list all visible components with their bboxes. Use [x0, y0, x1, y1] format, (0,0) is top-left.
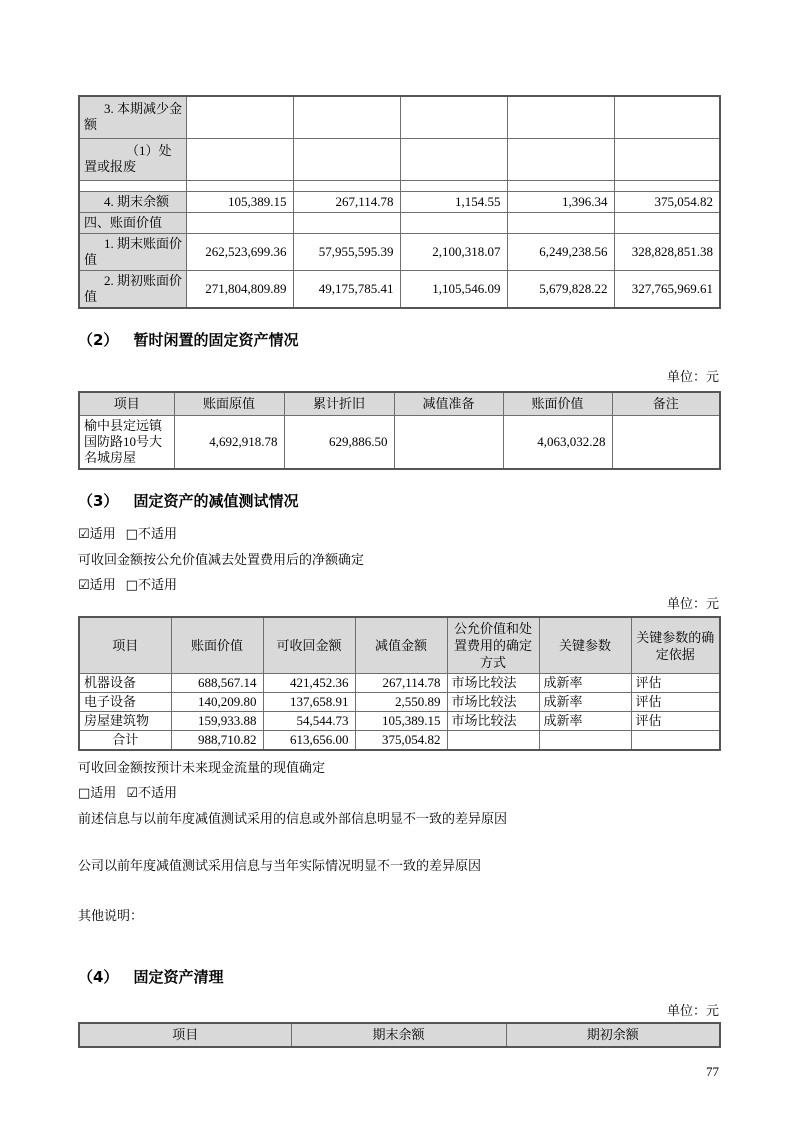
table-row: 4. 期末余额 105,389.15 267,114.78 1,154.55 1,396.34 375,054.82 [79, 191, 720, 212]
table-header-row [79, 617, 720, 674]
checkbox-unchecked-icon: □ [125, 578, 138, 593]
applicability-line: ☑适用 □不适用 [78, 526, 177, 542]
column-header: 账面价值 [503, 392, 612, 416]
row-label: 1. 期末账面价值 [79, 233, 186, 270]
applicability-line: □适用 ☑不适用 [78, 785, 177, 801]
checkbox-unchecked-icon: □ [78, 786, 91, 801]
column-header: 减值金额 [355, 617, 447, 674]
column-header: 项目 [79, 617, 171, 674]
table-header-row [79, 1023, 720, 1047]
unit-label: 单位：元 [666, 1003, 719, 1018]
checkbox-unchecked-icon: □ [125, 527, 138, 542]
section-title: 固定资产的减值测试情况 [133, 492, 299, 510]
row-label: 合计 [79, 731, 171, 751]
table-row: 1. 期末账面价值 262,523,699.36 57,955,595.39 2,100,318.07 6,249,238.56 328,828,851.38 [79, 233, 720, 270]
section-heading-disposal [78, 968, 719, 986]
table-row [79, 138, 720, 180]
section-number: （4） [78, 968, 119, 986]
row-label: 电子设备 [79, 693, 171, 712]
page-number: 77 [706, 1064, 719, 1079]
table-row [79, 212, 720, 233]
method-fair-value-text: 可收回金额按公允价值减去处置费用后的净额确定 [78, 552, 365, 567]
diff-reason-actual-text: 公司以前年度减值测试采用信息与当年实际情况明显不一致的差异原因 [78, 858, 482, 873]
section-title: 固定资产清理 [133, 968, 224, 986]
table-row: 房屋建筑物 159,933.88 54,544.73 105,389.15 市场比较法 成新率 评估 [79, 712, 720, 731]
row-label: 3. 本期减少金额 [79, 96, 186, 138]
checkbox-checked-icon: ☑ [78, 578, 90, 593]
checkbox-checked-icon: ☑ [78, 527, 90, 542]
table-row [79, 96, 720, 138]
column-header: 累计折旧 [284, 392, 394, 416]
row-label: 机器设备 [79, 674, 171, 693]
table-row: 机器设备 688,567.14 421,452.36 267,114.78 市场比较法 成新率 评估 [79, 674, 720, 693]
method-cash-flow-text: 可收回金额按预计未来现金流量的现值确定 [78, 760, 326, 775]
row-label: 4. 期末余额 [79, 191, 186, 212]
impairment-test-table [78, 616, 721, 751]
unit-label: 单位：元 [666, 368, 719, 384]
column-header: 关键参数 [539, 617, 631, 674]
section-heading-idle-assets [78, 331, 719, 349]
applicability-line: ☑适用 □不适用 [78, 577, 177, 593]
table-header-row [79, 392, 720, 416]
row-label: 榆中县定远镇国防路10号大名城房屋 [79, 416, 174, 470]
other-note-label: 其他说明： [78, 908, 144, 923]
row-label: 2. 期初账面价值 [79, 270, 186, 308]
page-content [78, 0, 719, 1080]
section-heading-impairment-test [78, 492, 719, 510]
column-header: 账面原值 [174, 392, 284, 416]
column-header: 减值准备 [394, 392, 503, 416]
table-row [79, 180, 720, 191]
column-header: 公允价值和处置费用的确定方式 [447, 617, 539, 674]
disposal-table [78, 1022, 721, 1048]
column-header: 期初余额 [506, 1023, 720, 1047]
section-title: 暂时闲置的固定资产情况 [133, 330, 299, 349]
fixed-assets-summary-table [78, 95, 721, 309]
section-number: （2） [78, 330, 119, 349]
section-number: （3） [78, 492, 119, 510]
row-label: 房屋建筑物 [79, 712, 171, 731]
column-header: 项目 [79, 392, 174, 416]
row-label: （1）处置或报废 [79, 138, 186, 180]
unit-label: 单位：元 [666, 596, 719, 611]
column-header: 账面价值 [171, 617, 263, 674]
column-header: 关键参数的确定依据 [631, 617, 720, 674]
diff-reason-prior-text: 前述信息与以前年度减值测试采用的信息或外部信息明显不一致的差异原因 [78, 811, 508, 826]
column-header: 备注 [612, 392, 720, 416]
checkbox-checked-icon: ☑ [126, 786, 138, 801]
table-row: 电子设备 140,209.80 137,658.91 2,550.89 市场比较法 成新率 评估 [79, 693, 720, 712]
row-label: 四、账面价值 [79, 212, 186, 233]
row-label [79, 180, 186, 191]
column-header: 期末余额 [291, 1023, 506, 1047]
idle-assets-table [78, 391, 721, 471]
column-header: 项目 [79, 1023, 291, 1047]
table-row: 2. 期初账面价值 271,804,809.89 49,175,785.41 1,105,546.09 5,679,828.22 327,765,969.61 [79, 270, 720, 308]
table-row: 榆中县定远镇国防路10号大名城房屋 4,692,918.78 629,886.50 4,063,032.28 [79, 416, 720, 470]
table-total-row: 合计 988,710.82 613,656.00 375,054.82 [79, 731, 720, 751]
column-header: 可收回金额 [263, 617, 355, 674]
